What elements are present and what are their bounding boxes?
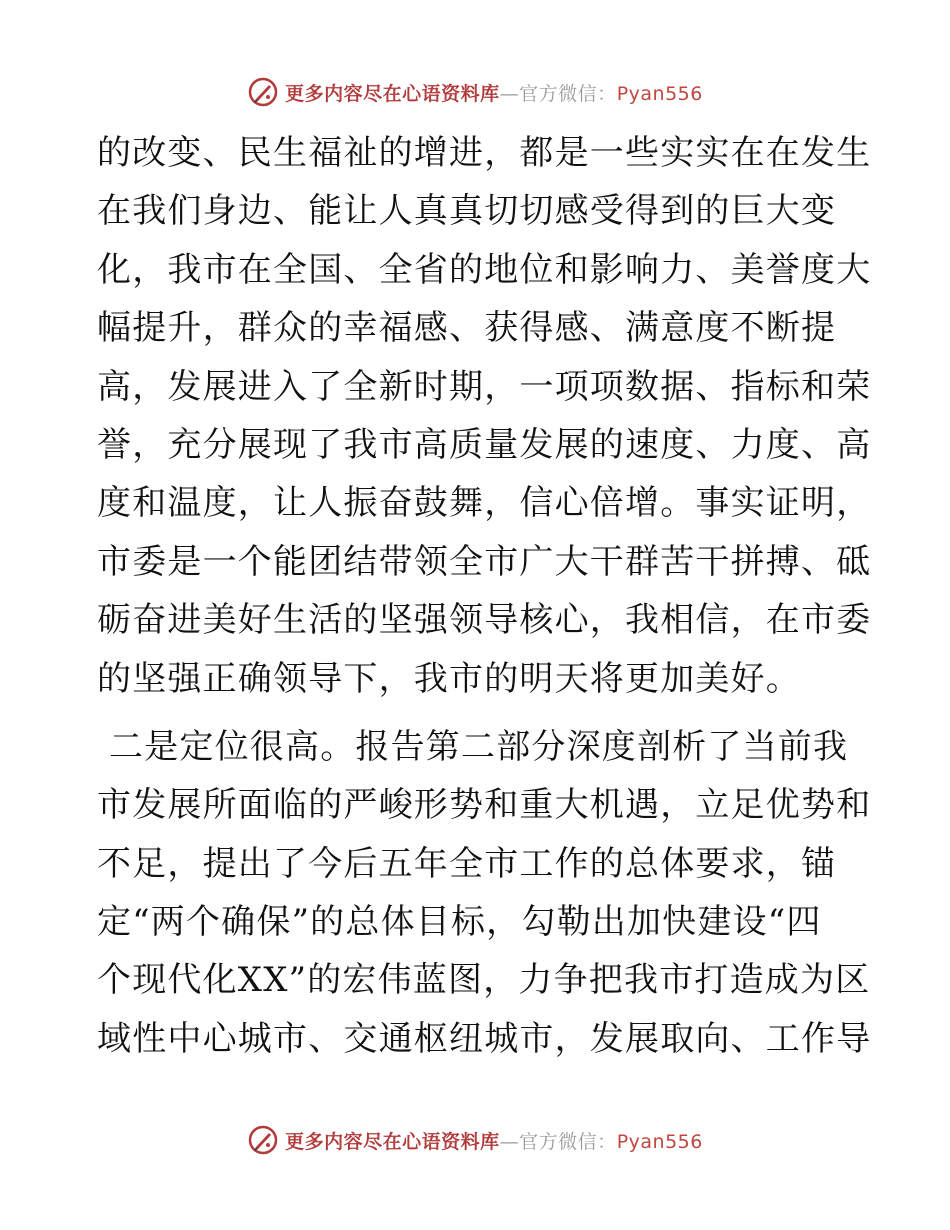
banner-dash: —	[499, 1130, 520, 1153]
footer-banner	[0, 1120, 950, 1160]
banner-dash: —	[499, 82, 520, 105]
text-line: 度和温度，让人振奋鼓舞，信心倍增。事实证明，	[97, 483, 872, 524]
quill-pen-circle-icon	[247, 76, 279, 108]
text-line: 二是定位很高。报告第二部分深度剖析了当前我	[97, 726, 849, 767]
banner-wechat-id: Pyan556	[616, 82, 703, 105]
text-line: 誉，充分展现了我市高质量发展的速度、力度、高	[97, 424, 872, 465]
text-line: 化，我市在全国、全省的地位和影响力、美誉度大	[97, 249, 872, 290]
banner-wechat-label: 官方微信：	[519, 82, 617, 105]
banner-wechat-id: Pyan556	[616, 1130, 703, 1153]
text-line: 个现代化XX”的宏伟蓝图，力争把我市打造成为区	[97, 960, 871, 1001]
paragraph-2	[97, 718, 872, 1068]
text-line: 不足，提出了今后五年全市工作的总体要求，锚	[97, 843, 837, 884]
text-line: 砺奋进美好生活的坚强领导核心，我相信，在市委	[97, 600, 872, 641]
text-line: 域性中心城市、交通枢纽城市，发展取向、工作导	[97, 1018, 872, 1059]
text-line: 定“两个确保”的总体目标，勾勒出加快建设“四	[97, 902, 822, 943]
text-line: 的坚强正确领导下，我市的明天将更加美好。	[97, 658, 801, 699]
text-line: 高，发展进入了全新时期，一项项数据、指标和荣	[97, 366, 872, 407]
paragraph-1	[97, 124, 872, 708]
banner-text	[285, 1127, 703, 1154]
banner-site-name: 更多内容尽在心语资料库	[285, 82, 500, 105]
text-line: 幅提升，群众的幸福感、获得感、满意度不断提	[97, 308, 837, 349]
document-body	[97, 124, 872, 1068]
text-line: 的改变、民生福祉的增进，都是一些实实在在发生	[97, 133, 872, 173]
header-banner	[0, 72, 950, 112]
paragraph-gap	[97, 708, 857, 718]
text-line: 市委是一个能团结带领全市广大干群苦干拼搏、砥	[97, 541, 872, 582]
banner-text	[285, 79, 703, 106]
text-line: 市发展所面临的严峻形势和重大机遇，立足优势和	[97, 785, 872, 826]
quill-pen-circle-icon	[247, 1124, 279, 1156]
text-line: 在我们身边、能让人真真切切感受得到的巨大变	[97, 191, 837, 232]
banner-site-name: 更多内容尽在心语资料库	[285, 1130, 500, 1153]
banner-wechat-label: 官方微信：	[519, 1130, 617, 1153]
